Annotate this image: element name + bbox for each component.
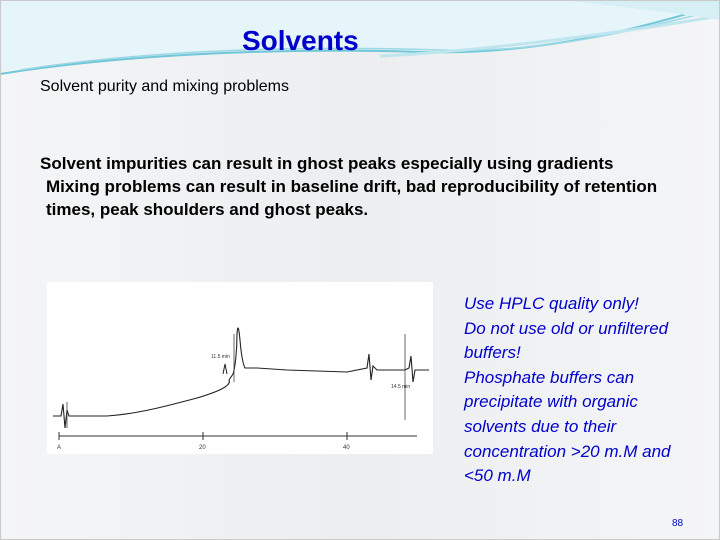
slide-subtitle: Solvent purity and mixing problems <box>40 78 290 95</box>
note-phosphate-buffers: Phosphate buffers can precipitate with organic solvents due to their concentration >20 m.M and <50 m.M <box>464 367 671 486</box>
page-number: 88 <box>672 518 684 529</box>
note-old-buffers: Do not use old or unfiltered buffers! <box>464 318 669 363</box>
body-paragraph-mixing: Mixing problems can result in baseline drift, bad reproducibility of retention times, peak shoulders and ghost peaks. <box>46 177 658 219</box>
axis-label-20: 20 <box>199 445 206 451</box>
note-hplc-quality: Use HPLC quality only! <box>464 294 639 313</box>
slide-title: Solvents <box>242 25 359 56</box>
axis-label-40: 40 <box>343 445 350 451</box>
marker-label-14-5: 14.5 min <box>391 384 411 390</box>
marker-label-11-5: 11.5 min <box>211 354 230 360</box>
axis-label-a: A <box>57 445 62 451</box>
body-paragraph-impurities: Solvent impurities can result in ghost peaks especially using gradients <box>40 154 614 173</box>
